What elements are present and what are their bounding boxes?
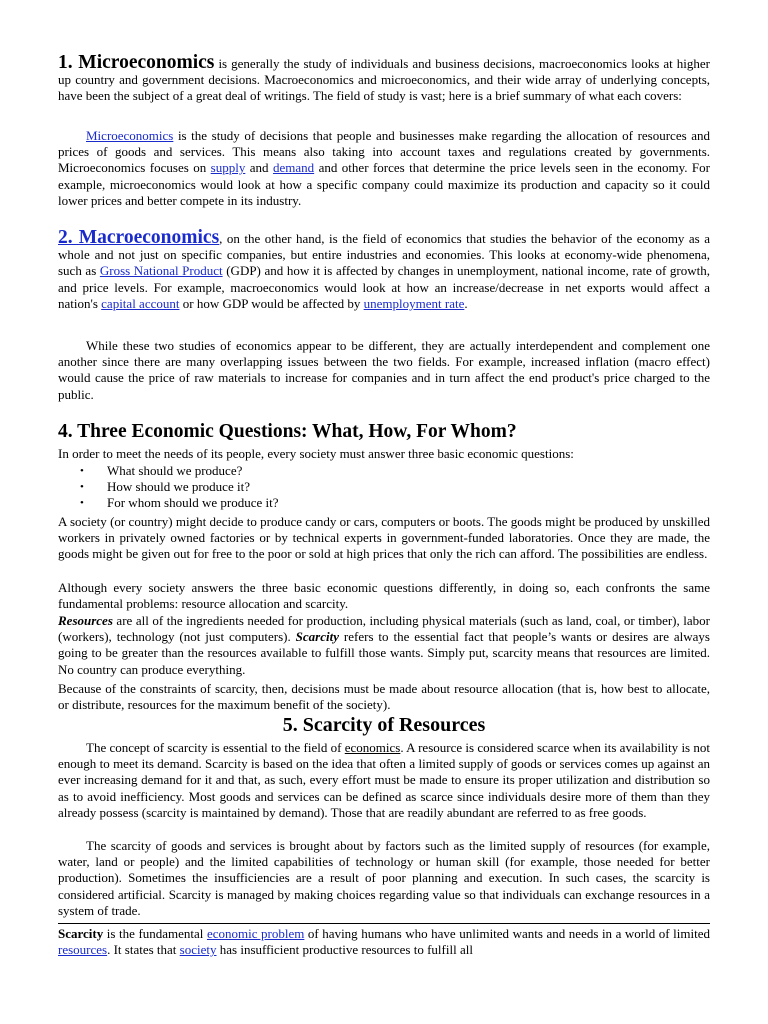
macroeconomics-paragraph: 2. Macroeconomics, on the other hand, is the field of economics that studies the behavior of the economy as a whole and not just on specific companies, but entire industries and economies. This looks at economy-wide phenomena, such as Gross National Product (GDP) and how it is affected by changes in unemployment, national income, rate of growth, and price levels. For example, macroeconomics would look at how an increase/decrease in net exports would affect a nation's capital account or how GDP would be affected by unemployment rate. [58, 227, 710, 311]
questions-list [80, 463, 279, 512]
heading-macroeconomics-link[interactable]: 2. Macroeconomics [58, 227, 220, 248]
list-item: • How should we produce it? [80, 479, 279, 495]
resources-term: Resources [58, 613, 113, 628]
interdependence-paragraph: While these two studies of economics appear to be different, they are actually interdependent and complement one another since there are many overlapping issues between the two fields. For example, increased inflation (macro effect) would cause the price of raw materials to increase for companies and in turn affect the end product's price charged to the public. [58, 338, 710, 402]
heading-three-questions: 4. Three Economic Questions: What, How, For Whom? [58, 421, 517, 442]
supply-link[interactable]: supply [210, 160, 246, 176]
society-link[interactable]: society [179, 942, 217, 958]
microeconomics-intro: 1. Microeconomics is generally the study of individuals and business decisions, macroeconomics looks at higher up country and government decisions. Macroeconomics and microeconomics, and their wide array of underlying concepts, have been the subject of a great deal of writings. The field of study is vast; here is a brief summary of what each covers: [58, 52, 710, 104]
demand-link[interactable]: demand [273, 160, 315, 176]
capital-account-link[interactable]: capital account [101, 295, 180, 311]
scarcity-term: Scarcity [295, 629, 339, 645]
resources-scarcity-paragraph: Resources are all of the ingredients needed for production, including physical materials (such as land, coal, or timber), labor (workers), technology (not just computers). Scarcity refers to the essential fact that people’s wants or desires are always going to be greater than the resources available to fulfill those wants. Simply put, scarcity means that resources are limited. No country can produce everything. [58, 613, 710, 677]
microeconomics-definition: Microeconomics is the study of decisions that people and businesses make regarding the allocation of resources and prices of goods and services. This means also taking into account taxes and regulations created by governments. Microeconomics focuses on supply and demand and other forces that determine the price levels seen in the economy. For example, microeconomics would look at how a specific company could maximize its production and capacity so it could lower prices and better compete in its industry. [58, 128, 710, 208]
scarcity-definition-paragraph: Scarcity is the fundamental economic problem of having humans who have unlimited wants and needs in a world of limited resources. It states that society has insufficient productive resources to fulfill all [58, 926, 710, 958]
scarcity-concept-paragraph: The concept of scarcity is essential to the field of economics. A resource is considered scarce when its availability is not enough to meet its demand. Scarcity is based on the idea that often a limited supply of goods or services comes up against an ever increasing demand for it and that, as such, every effort must be made to ensure its proper utilization and distribution so as to avoid inefficiency. Most goods and services can be defined as scarce since individuals desire more of them than they already possess (scarcity is maintained by demand). Those that are readily abundant are referred to as free goods. [58, 740, 711, 820]
scarcity-bold-term: Scarcity [58, 926, 104, 941]
heading-microeconomics: 1. Microeconomics [58, 52, 215, 73]
resources-link[interactable]: resources [58, 942, 108, 958]
heading-scarcity-of-resources: 5. Scarcity of Resources [282, 714, 486, 736]
microeconomics-link[interactable]: Microeconomics [86, 128, 174, 143]
list-item: • For whom should we produce it? [80, 495, 279, 511]
fundamental-problems-paragraph: Although every society answers the three basic economic questions differently, in doing so, each confronts the same fundamental problems: resource allocation and scarcity. [58, 580, 710, 612]
unemployment-rate-link[interactable]: unemployment rate [363, 295, 465, 311]
economic-problem-link[interactable]: economic problem [206, 926, 305, 941]
society-paragraph: A society (or country) might decide to produce candy or cars, computers or boots. The goods might be produced by unskilled workers in privately owned factories or by technical experts in government-funded laboratories. Once they are made, the goods might be given out for free to the poor or sold at high prices that only the rich can afford. The possibilities are endless. [58, 514, 710, 562]
horizontal-divider [58, 923, 710, 924]
scarcity-factors-paragraph: The scarcity of goods and services is brought about by factors such as the limited supply of resources (for example, water, land or people) and the limited capabilities of technology or human skill (for example, those needed for better production). Sometimes the insufficiencies are a result of poor planning and execution. In such cases, the scarcity is considered artificial. Scarcity is managed by making choices regarding value so that individuals can exchange resources in a system of trade. [58, 838, 710, 918]
list-item: • What should we produce? [80, 463, 279, 479]
gross-national-product-link[interactable]: Gross National Product [99, 263, 223, 279]
resource-allocation-paragraph: Because of the constraints of scarcity, then, decisions must be made about resource allocation (that is, how best to allocate, or distribute, resources for the maximum benefit of the society). [58, 681, 710, 713]
economics-link[interactable]: economics [344, 740, 401, 755]
questions-intro: In order to meet the needs of its people, every society must answer three basic economic questions: [58, 446, 574, 461]
